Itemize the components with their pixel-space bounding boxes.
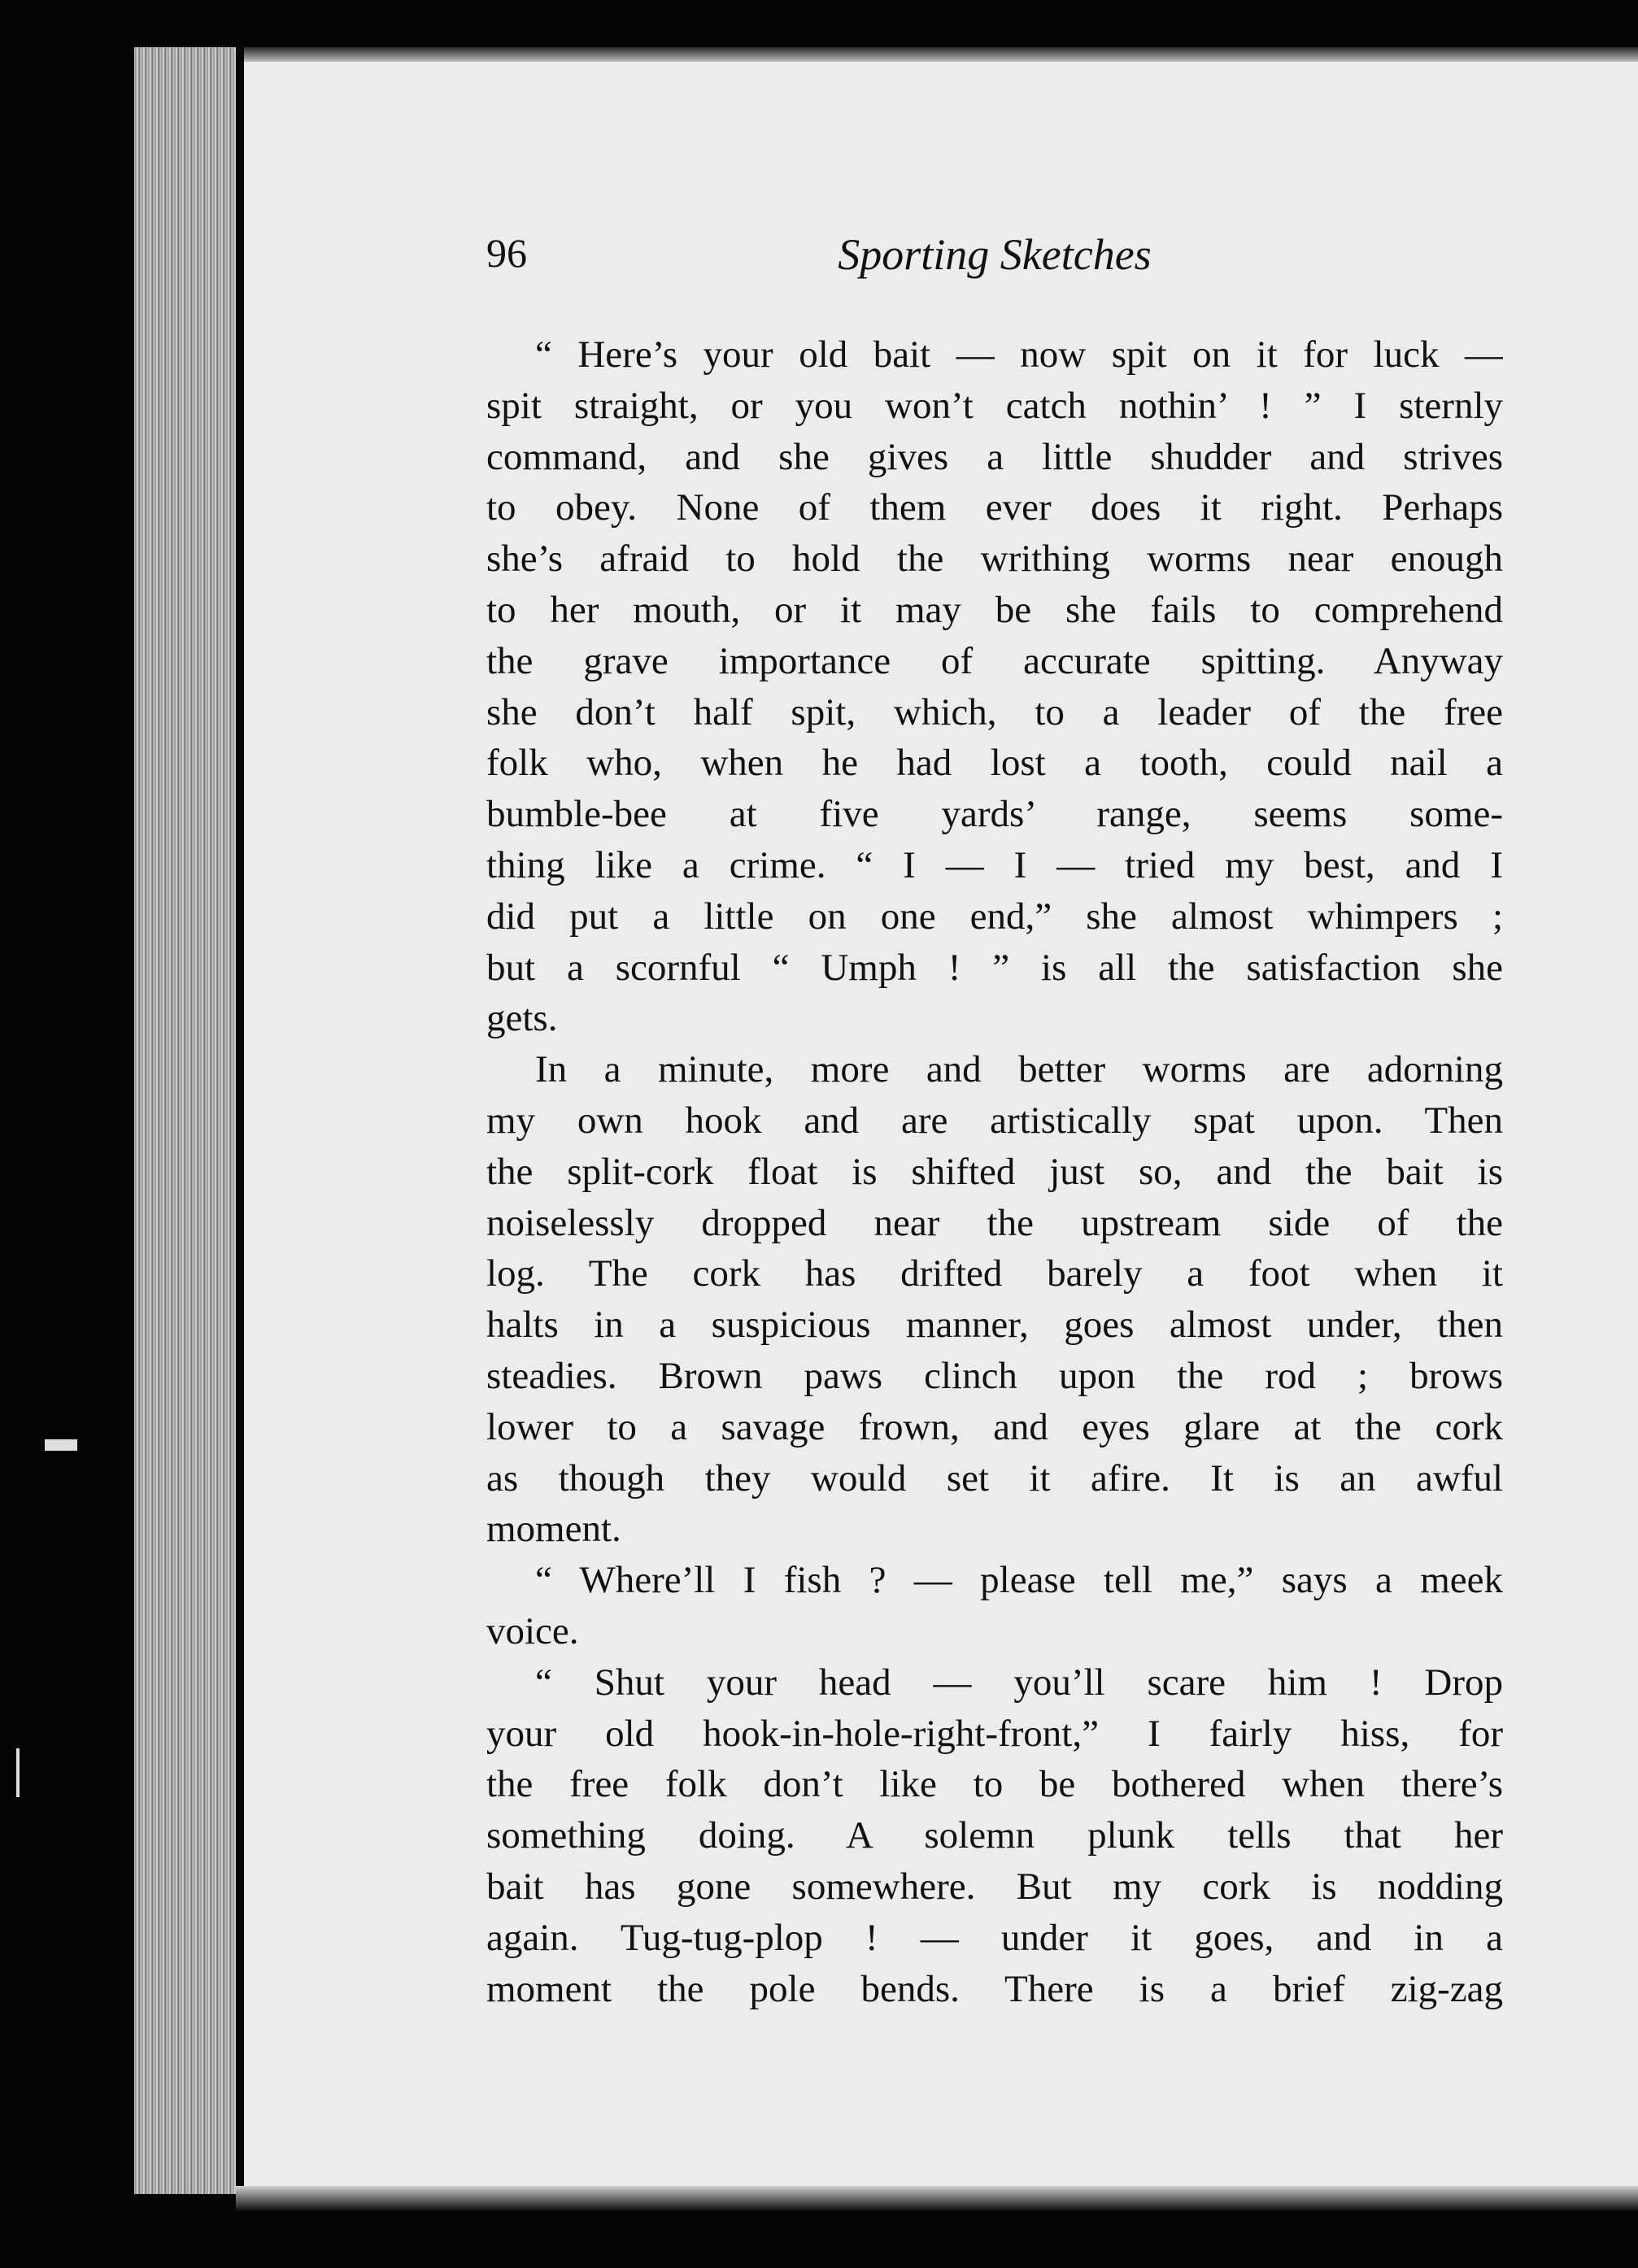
text-line: my own hook and are artistically spat upon. Then	[486, 1099, 1503, 1142]
text-line: bait has gone somewhere. But my cork is nodding	[486, 1865, 1503, 1908]
text-line: moment.	[486, 1508, 621, 1551]
text-line: “ Shut your head — you’ll scare him ! Drop	[535, 1661, 1503, 1704]
text-line: to her mouth, or it may be she fails to comprehend	[486, 588, 1503, 631]
text-line: folk who, when he had lost a tooth, could nail a	[486, 742, 1503, 785]
page-number: 96	[486, 230, 527, 276]
text-line: to obey. None of them ever does it right. Perhaps	[486, 486, 1503, 529]
running-title: Sporting Sketches	[838, 230, 1152, 279]
body-text	[486, 329, 1503, 2014]
text-line: the free folk don’t like to be bothered when there’s	[486, 1763, 1503, 1806]
text-line: again. Tug-tug-plop ! — under it goes, and in a	[486, 1916, 1503, 1959]
text-line: as though they would set it afire. It is an awful	[486, 1456, 1503, 1500]
text-line: she’s afraid to hold the writhing worms near enough	[486, 538, 1503, 581]
scan-speck	[16, 1748, 20, 1797]
text-line: the split-cork float is shifted just so, and the bait is	[486, 1150, 1503, 1193]
text-line: noiselessly dropped near the upstream side of the	[486, 1201, 1503, 1244]
text-line: lower to a savage frown, and eyes glare at the cork	[486, 1405, 1503, 1448]
text-line: voice.	[486, 1609, 579, 1652]
text-line: “ Where’ll I fish ? — please tell me,” says a meek	[535, 1559, 1503, 1602]
text-line: but a scornful “ Umph ! ” is all the satisfaction she	[486, 946, 1503, 989]
text-line: steadies. Brown paws clinch upon the rod ; brows	[486, 1354, 1503, 1397]
text-line: moment the pole bends. There is a brief zig-zag	[486, 1967, 1503, 2010]
text-line: gets.	[486, 997, 558, 1040]
text-line: she don’t half spit, which, to a leader of the free	[486, 690, 1503, 734]
text-line: your old hook-in-hole-right-front,” I fairly hiss, for	[486, 1712, 1503, 1755]
text-line: did put a little on one end,” she almost whimpers ;	[486, 895, 1503, 938]
text-line: bumble-bee at five yards’ range, seems some-	[486, 793, 1503, 836]
text-line: halts in a suspicious manner, goes almost under, then	[486, 1304, 1503, 1347]
text-line: log. The cork has drifted barely a foot when it	[486, 1252, 1503, 1295]
text-line: thing like a crime. “ I — I — tried my best, and I	[486, 843, 1503, 886]
page-header	[486, 229, 1503, 294]
text-line: command, and she gives a little shudder and strives	[486, 435, 1503, 478]
scan-speck	[45, 1439, 77, 1451]
text-line: something doing. A solemn plunk tells that her	[486, 1814, 1503, 1857]
page-edges	[134, 47, 236, 2194]
text-line: In a minute, more and better worms are adorning	[535, 1048, 1503, 1091]
text-line: the grave importance of accurate spitting. Anyway	[486, 639, 1503, 682]
page-top-edge	[244, 47, 1638, 62]
page-bottom-edge	[236, 2186, 1638, 2210]
text-line: “ Here’s your old bait — now spit on it for luck —	[535, 333, 1503, 376]
text-line: spit straight, or you won’t catch nothin’ ! ” I sternly	[486, 384, 1503, 427]
